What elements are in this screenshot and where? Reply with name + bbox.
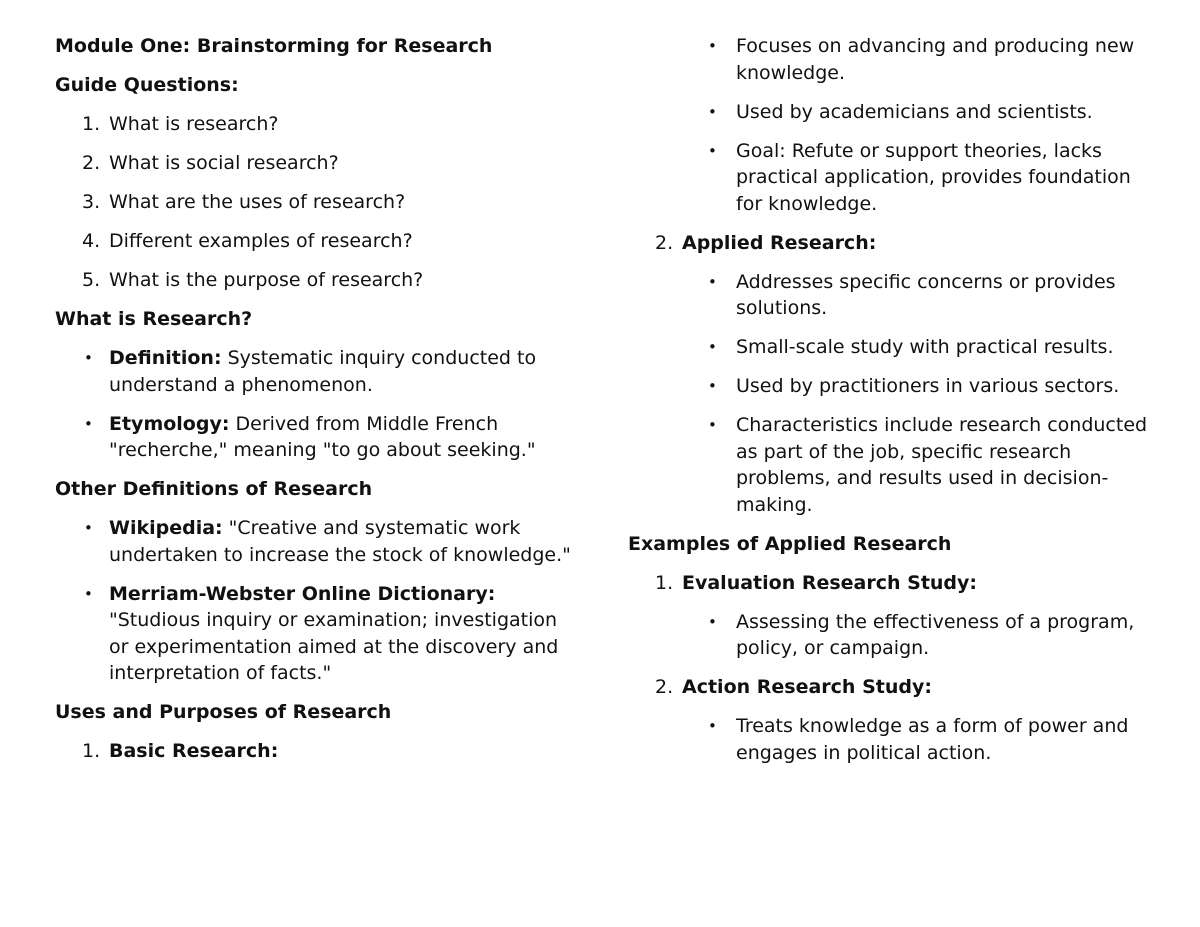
bullet-icon: • [84, 414, 93, 433]
bullet-icon: • [708, 717, 717, 735]
bullet-icon: • [708, 141, 717, 160]
list-item: • Merriam-Webster Online Dictionary: "Studious inquiry or examination; investigation or experimentation aimed at the discovery and interpretation of facts." [84, 582, 559, 684]
list-item: • Addresses specific concerns or provides solutions. [708, 270, 1116, 319]
list-item: • Small-scale study with practical results. [628, 334, 1158, 361]
bullet-icon: • [84, 349, 93, 367]
module-title: Module One: Brainstorming for Research [55, 35, 493, 57]
list-item: • Assessing the effectiveness of a program, policy, or campaign. [708, 610, 1135, 659]
list-item: • Etymology: Derived from Middle French "recherche," meaning "to go about seeking." [84, 412, 536, 461]
guide-question: 2. What is social research? [82, 152, 339, 174]
list-item: • Wikipedia: "Creative and systematic work undertaken to increase the stock of knowledge." [84, 517, 571, 566]
list-item: • Treats knowledge as a form of power and engages in political action. [708, 715, 1129, 764]
list-item: • Goal: Refute or support theories, lacks practical application, provides foundation for knowledge. [708, 139, 1131, 215]
what-is-research-heading: What is Research? [55, 308, 253, 330]
list-item: • Focuses on advancing and producing new knowledge. [708, 35, 1135, 84]
list-item: • Used by academicians and scientists. [628, 99, 1158, 126]
list-item: • Used by practitioners in various sectors. [628, 373, 1158, 400]
bullet-icon: • [708, 612, 717, 631]
other-definitions-heading: Other Definitions of Research [55, 478, 373, 500]
examples-applied-heading: Examples of Applied Research [628, 532, 952, 555]
bullet-icon: • [708, 272, 717, 291]
bullet-icon: • [708, 377, 717, 395]
guide-question: 1. What is research? [82, 113, 279, 135]
uses-purposes-heading: Uses and Purposes of Research [55, 701, 392, 723]
guide-question: 4. Different examples of research? [82, 230, 413, 252]
right-column [628, 33, 1158, 779]
bullet-icon: • [84, 519, 93, 537]
bullet-icon: • [708, 37, 717, 55]
guide-question: 5. What is the purpose of research? [82, 269, 424, 291]
action-research-item: 2. Action Research Study: [655, 676, 932, 698]
guide-questions-heading: Guide Questions: [55, 74, 239, 96]
left-column [55, 33, 575, 777]
guide-question: 3. What are the uses of research? [82, 191, 406, 213]
list-item: • Definition: Systematic inquiry conducted to understand a phenomenon. [84, 347, 537, 396]
evaluation-research-item: 1. Evaluation Research Study: [655, 571, 978, 594]
bullet-icon: • [84, 584, 93, 603]
applied-research-item: 2. Applied Research: [655, 231, 877, 254]
bullet-icon: • [708, 416, 717, 434]
basic-research-item: 1. Basic Research: [82, 740, 279, 762]
list-item: • Characteristics include research conducted as part of the job, specific research problems, and results used in decision-making. [708, 414, 1148, 516]
bullet-icon: • [708, 102, 717, 121]
bullet-icon: • [708, 338, 717, 356]
